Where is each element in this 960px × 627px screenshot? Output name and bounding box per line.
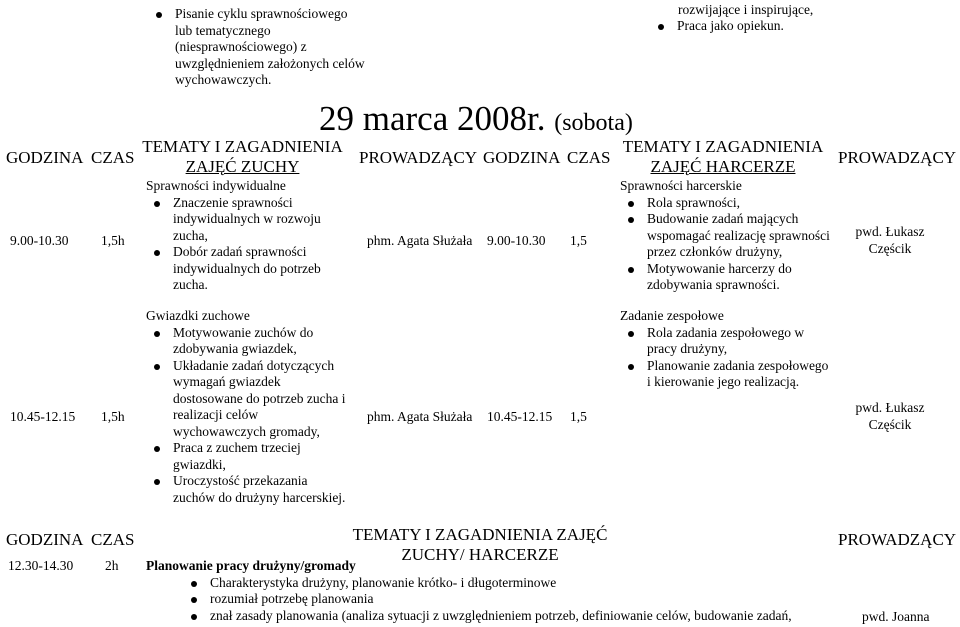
list-item: Budowanie zadań mających wspomagać realizację sprawności przez członków drużyny, bbox=[620, 211, 835, 261]
list-item: Praca z zuchem trzeciej gwiazdki, bbox=[146, 440, 348, 473]
left-row1-dur: 1,5h bbox=[101, 233, 125, 248]
left-row2-dur: 1,5h bbox=[101, 409, 125, 424]
right-row2-time: 10.45-12.15 bbox=[487, 409, 553, 424]
date-day: (sobota) bbox=[554, 110, 633, 136]
left-row1-time: 9.00-10.30 bbox=[10, 233, 69, 248]
top-right-line: rozwijające i inspirujące, bbox=[678, 2, 814, 17]
right-row2-dur: 1,5 bbox=[570, 409, 587, 424]
right-header-czas: CZAS bbox=[567, 148, 611, 167]
right-row2-content bbox=[620, 308, 835, 391]
section-title: Planowanie pracy drużyny/gromady bbox=[146, 558, 356, 573]
right-header-godzina: GODZINA bbox=[483, 148, 561, 167]
right-row1-dur: 1,5 bbox=[570, 233, 587, 248]
list-item: Dobór zadań sprawności indywidualnych do potrzeb zucha. bbox=[146, 244, 341, 294]
list-item: Charakterystyka drużyny, planowanie krótko- i długoterminowe bbox=[183, 575, 836, 592]
list-item: Rola zadania zespołowego w pracy drużyny, bbox=[620, 325, 835, 358]
right-header-tematy-line1: TEMATY I ZAGADNIENIA bbox=[622, 137, 824, 156]
list-item: Znaczenie sprawności indywidualnych w rozwoju zucha, bbox=[146, 195, 341, 245]
list-item: znał zasady planowania (analiza sytuacji z uwzględnieniem potrzeb, definiowanie celów, budowanie zadań, bbox=[183, 608, 836, 625]
right-header-prowadzacy: PROWADZĄCY bbox=[838, 148, 957, 167]
section-title: Sprawności harcerskie bbox=[620, 178, 742, 193]
list-item: rozumiał potrzebę planowania bbox=[183, 591, 836, 608]
top-left-bullets bbox=[148, 6, 368, 89]
leader-row1: phm. Agata Służała bbox=[367, 233, 473, 248]
bottom-row-leader: pwd. Joanna bbox=[862, 609, 930, 624]
left-header-godzina: GODZINA bbox=[6, 148, 84, 167]
left-row2-time: 10.45-12.15 bbox=[10, 409, 76, 424]
section-title: Gwiazdki zuchowe bbox=[146, 308, 250, 323]
bullet-list bbox=[620, 195, 835, 294]
bottom-row-dur: 2h bbox=[105, 558, 119, 573]
bullet-list bbox=[146, 195, 341, 294]
bottom-row-content bbox=[146, 558, 836, 624]
date-heading bbox=[319, 100, 633, 142]
list-item: Uroczystość przekazania zuchów do drużyny harcerskiej. bbox=[146, 473, 348, 506]
bottom-header-tematy-line2: ZUCHY/ HARCERZE bbox=[401, 545, 559, 564]
left-header-tematy-line2: ZAJĘĆ ZUCHY bbox=[185, 157, 300, 176]
bottom-header-czas: CZAS bbox=[91, 530, 135, 549]
list-item: Praca jako opiekun. bbox=[650, 18, 900, 35]
section-title: Sprawności indywidualne bbox=[146, 178, 286, 193]
list-item: Motywowanie harcerzy do zdobywania sprawności. bbox=[620, 261, 835, 294]
leader-row2: phm. Agata Służała bbox=[367, 409, 473, 424]
right-row1-leader: pwd. Łukasz Częścik bbox=[855, 224, 925, 256]
right-header-tematy-line2: ZAJĘĆ HARCERZE bbox=[650, 157, 796, 176]
left-row2-content bbox=[146, 308, 348, 506]
right-row1-time: 9.00-10.30 bbox=[487, 233, 546, 248]
left-header-tematy-line1: TEMATY I ZAGADNIENIA bbox=[142, 137, 343, 156]
bottom-row-time: 12.30-14.30 bbox=[8, 558, 74, 573]
bullet-list bbox=[183, 575, 836, 625]
right-row2-leader: pwd. Łukasz Częścik bbox=[855, 400, 925, 432]
bottom-header-godzina: GODZINA bbox=[6, 530, 84, 549]
left-row1-content bbox=[146, 178, 341, 294]
left-header-czas: CZAS bbox=[91, 148, 135, 167]
top-right-bullets bbox=[650, 18, 900, 35]
bottom-header-tematy-line1: TEMATY I ZAGADNIENIA ZAJĘĆ bbox=[352, 525, 608, 544]
right-header-tematy bbox=[613, 137, 833, 177]
bottom-header-prowadzacy: PROWADZĄCY bbox=[838, 530, 957, 549]
list-item: Układanie zadań dotyczących wymagań gwiazdek dostosowane do potrzeb zucha i realizacji celów wychowawczych gromady, bbox=[146, 358, 348, 441]
list-item: Pisanie cyklu sprawnościowego lub tematycznego (niesprawnościowego) z uwzględnieniem założonych celów wychowawczych. bbox=[148, 6, 368, 89]
list-item: Rola sprawności, bbox=[620, 195, 835, 212]
section-title: Zadanie zespołowe bbox=[620, 308, 724, 323]
right-row1-content bbox=[620, 178, 835, 294]
left-header-prowadzacy: PROWADZĄCY bbox=[359, 148, 478, 167]
bullet-list bbox=[146, 325, 348, 507]
list-item: Planowanie zadania zespołowego i kierowanie jego realizacją. bbox=[620, 358, 835, 391]
left-header-tematy bbox=[140, 137, 345, 177]
list-item: Motywowanie zuchów do zdobywania gwiazdek, bbox=[146, 325, 348, 358]
date-main: 29 marca 2008r. bbox=[319, 99, 546, 138]
bullet-list bbox=[620, 325, 835, 391]
